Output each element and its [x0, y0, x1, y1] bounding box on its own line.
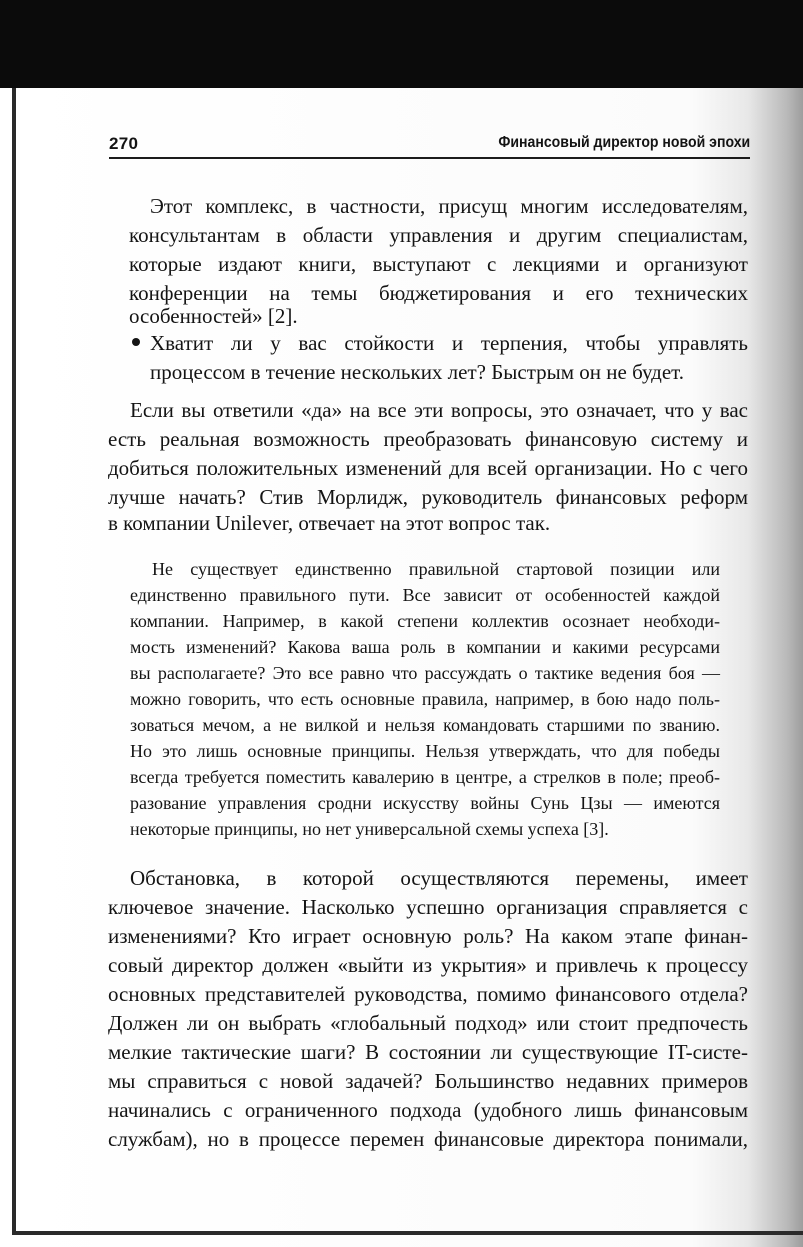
text-line: мость изменений? Какова ваша роль в компании и какими ресурсами: [130, 637, 720, 657]
text-line: Если вы ответили «да» на все эти вопросы, это означает, что у вас: [130, 398, 748, 422]
text-line: совый директор должен «выйти из укрытия» и привлечь к процессу: [108, 953, 748, 977]
text-line: компании. Например, в какой степени коллектив осознает необходи-: [130, 611, 720, 631]
page-number: 270: [109, 134, 139, 153]
text-line: есть реальная возможность преобразовать финансовую систему и: [108, 427, 748, 451]
text-line: Обстановка, в которой осуществляются перемены, имеет: [130, 866, 748, 890]
header-rule: [109, 157, 750, 159]
page-bottom-edge: [12, 1231, 803, 1235]
text-line: которые издают книги, выступают с лекциями и организуют: [129, 252, 748, 276]
text-line: всегда требуется поместить кавалерию в центре, а стрелков в поле; преоб-: [130, 767, 720, 787]
text-line: особенностей» [2].: [129, 304, 298, 328]
running-title: Финансовый директор новой эпохи: [498, 134, 750, 151]
scan-top-dark-band: [0, 0, 803, 88]
text-line: основных представителей руководства, помимо финансового отдела?: [108, 982, 748, 1006]
text-line: мелкие тактические шаги? В состоянии ли существующие IT-систе-: [108, 1040, 748, 1064]
text-line: можно говорить, что есть основные правила, например, в бою надо поль-: [130, 689, 720, 709]
page-left-edge: [12, 88, 16, 1233]
text-line: вы располагаете? Это все равно что рассуждать о тактике ведения боя —: [130, 663, 720, 683]
text-line: Не существует единственно правильной стартовой позиции или: [152, 559, 720, 579]
text-line: консультантам в области управления и другим специалистам,: [129, 223, 748, 247]
text-line: начинались с ограниченного подхода (удобного лишь финансовым: [108, 1098, 748, 1122]
text-line: изменениями? Кто играет основную роль? На каком этапе финан-: [108, 924, 748, 948]
text-line: в компании Unilever, отвечает на этот вопрос так.: [108, 511, 551, 535]
bullet-icon: [132, 338, 140, 346]
text-line: разование управления сродни искусству войны Сунь Цзы — имеются: [130, 793, 720, 813]
text-line: лучше начать? Стив Морлидж, руководитель финансовых реформ: [108, 485, 748, 509]
text-line: процессом в течение нескольких лет? Быстрым он не будет.: [150, 360, 685, 384]
text-line: конференции на темы бюджетирования и его технических: [129, 281, 748, 305]
text-line: Должен ли он выбрать «глобальный подход» или стоит предпочесть: [108, 1011, 748, 1035]
text-line: некоторые принципы, но нет универсальной схемы успеха [3].: [130, 819, 609, 839]
text-line: службам), но в процессе перемен финансовые директора понимали,: [108, 1127, 748, 1151]
text-line: единственно правильного пути. Все зависит от особенностей каждой: [130, 585, 720, 605]
text-line: Но это лишь основные принципы. Нельзя утверждать, что для победы: [130, 741, 720, 761]
text-line: Хватит ли у вас стойкости и терпения, чтобы управлять: [150, 331, 748, 355]
text-line: добиться положительных изменений для всей организации. Но с чего: [108, 456, 748, 480]
text-line: ключевое значение. Насколько успешно организация справляется с: [108, 895, 748, 919]
text-line: зоваться мечом, а не вилкой и нельзя командовать старшими по званию.: [130, 715, 720, 735]
text-line: мы справиться с новой задачей? Большинство недавних примеров: [108, 1069, 748, 1093]
running-header: [109, 130, 750, 160]
text-line: Этот комплекс, в частности, присущ многим исследователям,: [150, 194, 748, 218]
